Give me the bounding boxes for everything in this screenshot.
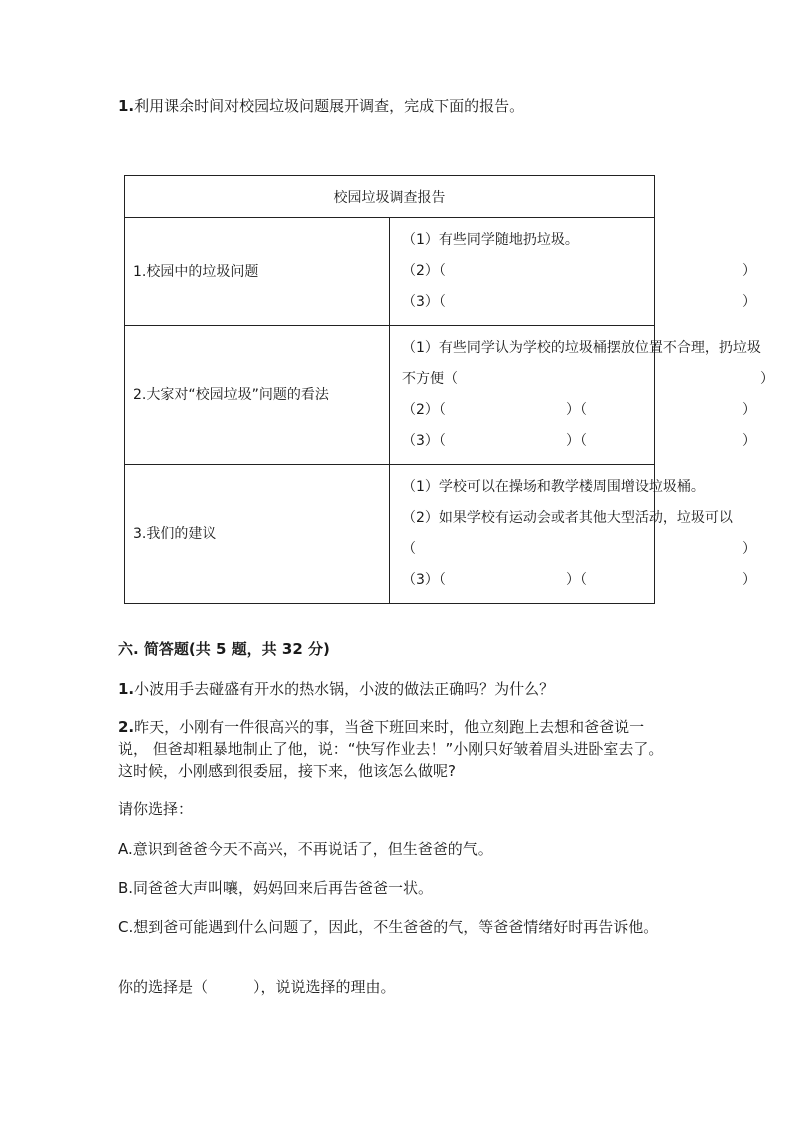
report-line: （1）有些同学认为学校的垃圾桶摆放位置不合理，扔垃圾 [402, 340, 761, 356]
report-row-content [390, 326, 774, 465]
report-row-label: 2.大家对“校园垃圾”问题的看法 [125, 326, 390, 465]
report-row-label: 1.校园中的垃圾问题 [125, 218, 390, 326]
blank-line[interactable]: （2）（ ） [402, 263, 756, 279]
option-c: C.想到爸可能遇到什么问题了，因此，不生爸爸的气，等爸爸情绪好时再告诉他。 [118, 918, 659, 936]
report-line: （1）学校可以在操场和教学楼周围增设垃圾桶。 [402, 479, 705, 495]
blank-line[interactable]: （3）（ ） [402, 294, 756, 310]
question-1 [118, 95, 524, 117]
question-number: 2. [118, 718, 135, 736]
blank-line[interactable]: 不方便（ ） [402, 371, 774, 387]
report-title: 校园垃圾调查报告 [125, 176, 655, 218]
short-answer-question-1 [118, 678, 678, 700]
answer-line: 你的选择是（ ），说说选择的理由。 [118, 978, 396, 996]
option-a: A.意识到爸爸今天不高兴，不再说话了，但生爸爸的气。 [118, 840, 493, 858]
section-6-title: 六. 简答题(共 5 题，共 32 分) [118, 640, 330, 658]
question-text: 小波用手去碰盛有开水的热水锅，小波的做法正确吗？为什么？ [134, 680, 555, 698]
choice-prompt: 请你选择： [118, 800, 194, 818]
report-row-label: 3.我们的建议 [125, 465, 390, 604]
question-number: 1. [118, 97, 135, 115]
question-number: 1. [118, 680, 135, 698]
report-row-content [390, 465, 756, 604]
question-text: 昨天，小刚有一件很高兴的事，当爸下班回来时，他立刻跑上去想和爸爸说一说， 但爸却粗暴地制止了他，说：“快写作业去！”小刚只好皱着眉头进卧室去了。这时候，小刚感到很委屈，接下来，他该怎么做呢? [118, 718, 664, 780]
report-line: （1）有些同学随地扔垃圾。 [402, 232, 579, 248]
short-answer-question-2 [118, 716, 666, 782]
blank-line[interactable]: （2）（ ）（ ） [402, 402, 756, 418]
report-row-content [390, 218, 756, 326]
blank-line[interactable]: （3）（ ）（ ） [402, 433, 756, 449]
garbage-survey-report-table [124, 175, 774, 604]
option-b: B.同爸爸大声叫嚷，妈妈回来后再告爸爸一状。 [118, 879, 434, 897]
report-line: （2）如果学校有运动会或者其他大型活动，垃圾可以 [402, 510, 733, 526]
blank-line[interactable]: （3）（ ）（ ） [402, 572, 756, 588]
blank-line[interactable]: （ ） [402, 541, 756, 557]
question-text: 利用课余时间对校园垃圾问题展开调查，完成下面的报告。 [134, 97, 525, 115]
